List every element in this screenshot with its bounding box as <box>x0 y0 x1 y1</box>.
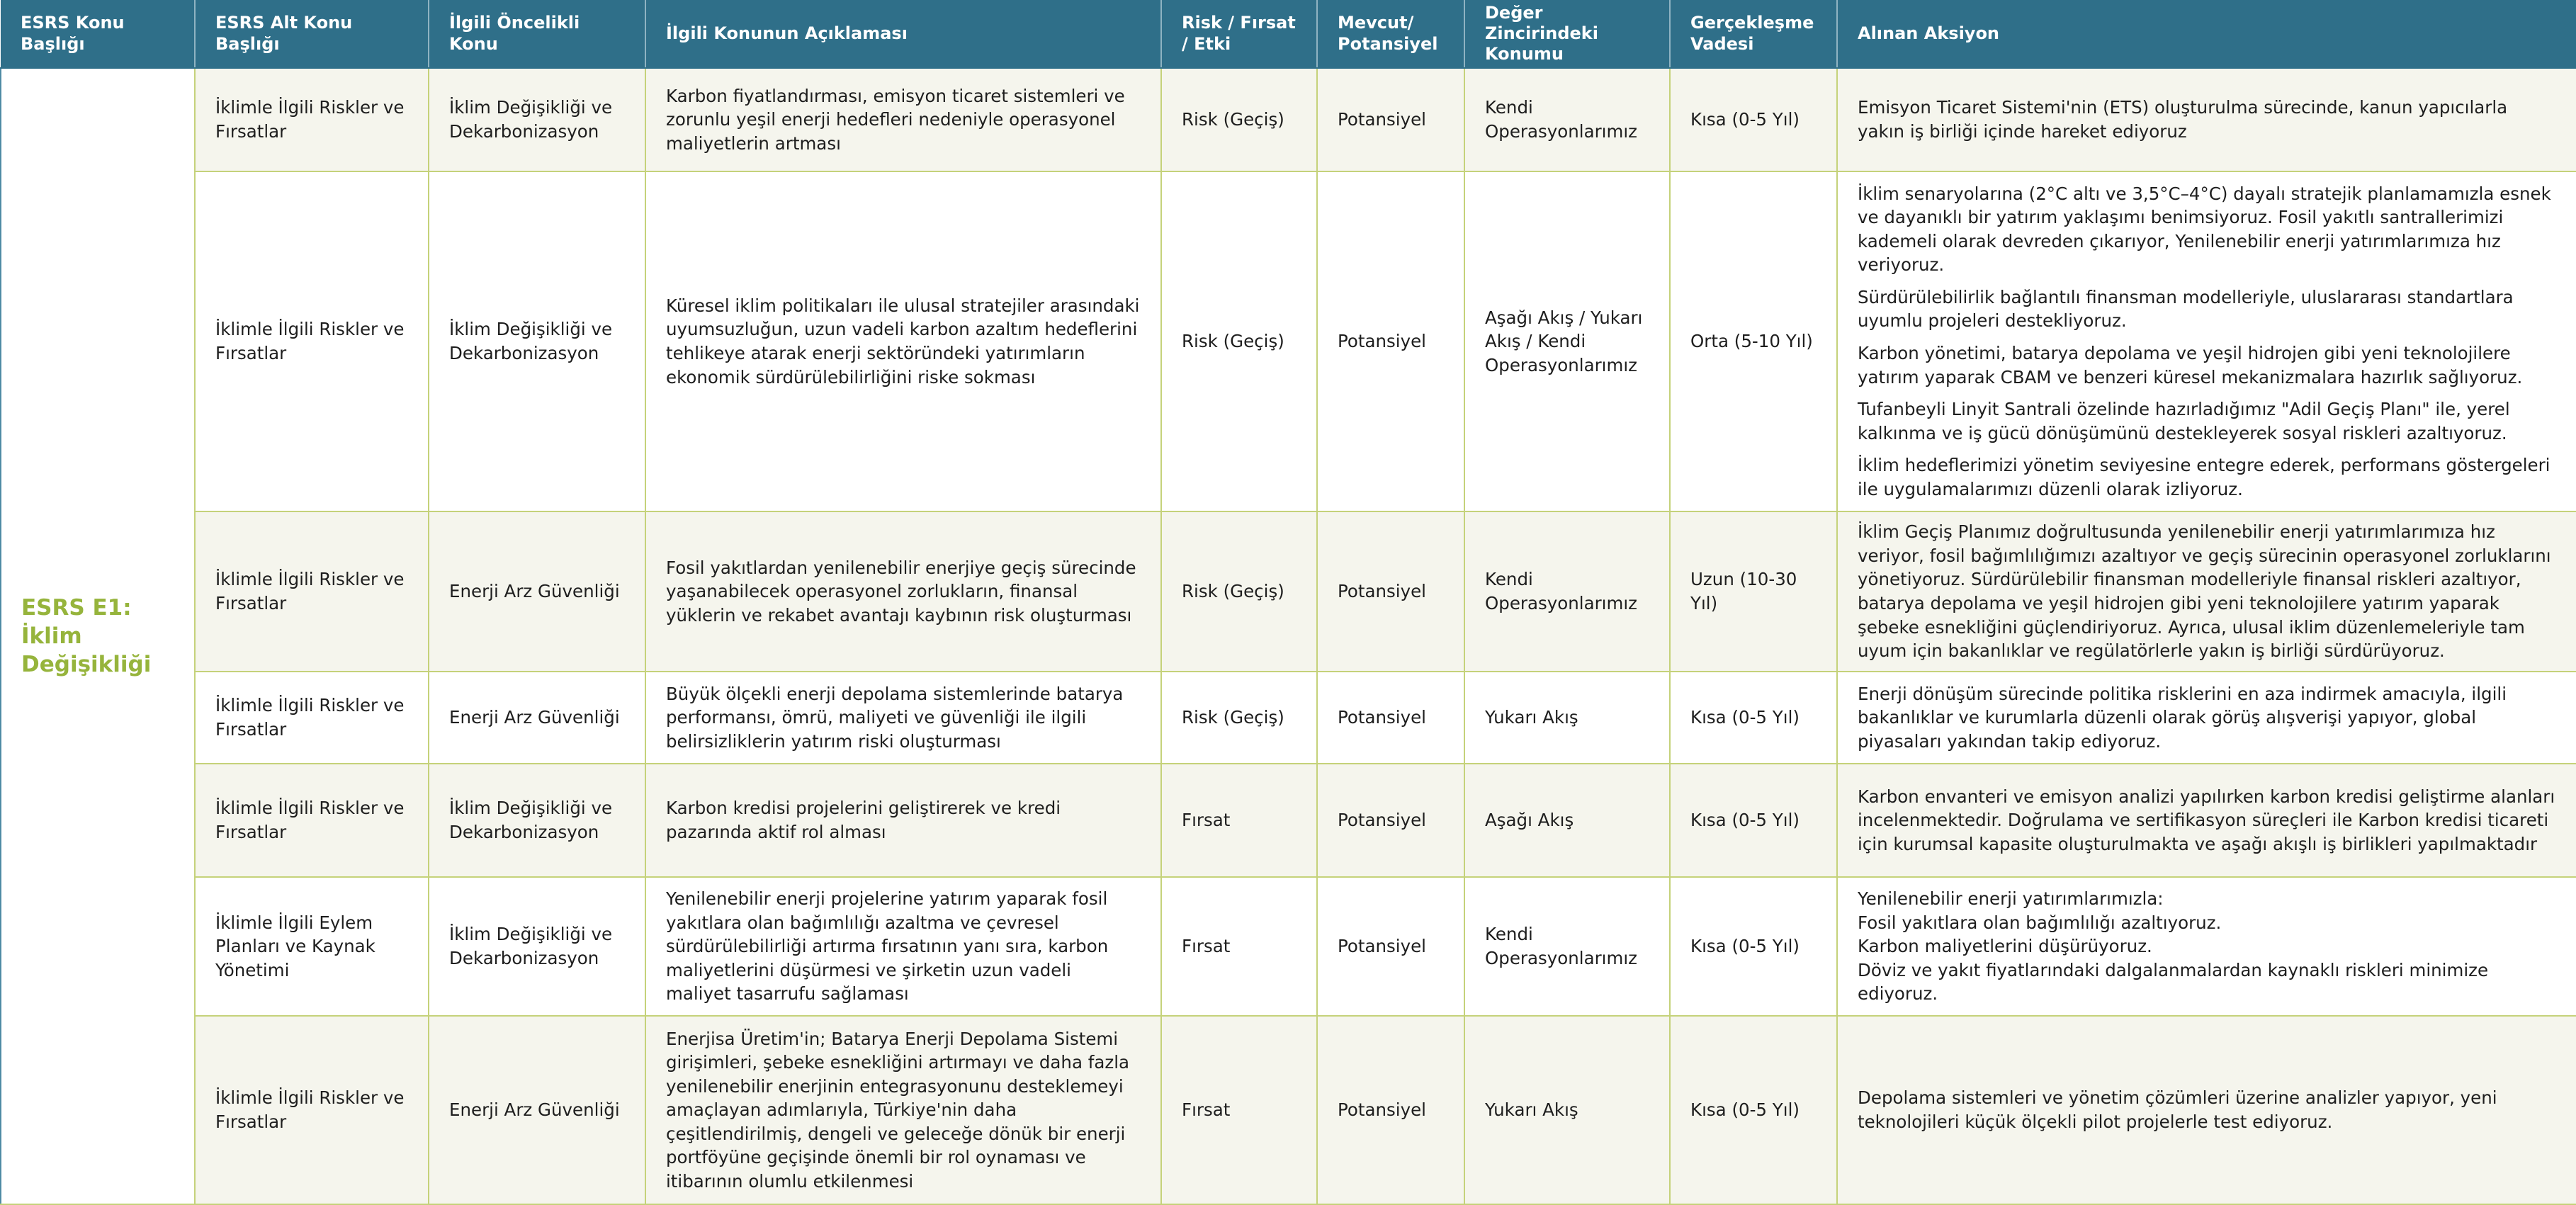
priority-cell: İklim Değişikliği ve Dekarbonizasyon <box>429 68 645 171</box>
action-text: İklim Geçiş Planımız doğrultusunda yenilenebilir enerji yatırımlarımıza hız veriyor, fosil bağımlılığımızı azaltıyor ve geçiş sürecinin operasyonel zorluklarını yönetiyoruz. Sürdürülebilir finansman modelleriyle finansal riskleri azaltıyor, batarya depolama ve yeşil hidrojen gibi yeni teknolojilere yatırım yaparak şebeke esnekliğini güçlendiriyoruz. Ayrıca, ulusal iklim düzenlemeleriyle tam uyum için bakanlıklar ve regülatörlerle yakın iş birliği sürdürüyoruz. <box>1858 521 2551 662</box>
status-cell: Potansiyel <box>1317 764 1464 877</box>
subtopic-cell: İklimle İlgili Riskler ve Fırsatlar <box>195 1016 429 1204</box>
status-cell: Potansiyel <box>1317 68 1464 171</box>
header-action: Alınan Aksiyon <box>1837 0 2576 68</box>
header-type: Risk / Fırsat / Etki <box>1161 0 1317 68</box>
term-cell: Orta (5-10 Yıl) <box>1670 171 1837 511</box>
action-cell <box>1837 171 2576 511</box>
header-priority: İlgili Öncelikli Konu <box>429 0 645 68</box>
term-cell: Kısa (0-5 Yıl) <box>1670 877 1837 1016</box>
subtopic-cell: İklimle İlgili Riskler ve Fırsatlar <box>195 68 429 171</box>
position-cell: Kendi Operasyonlarımız <box>1464 68 1670 171</box>
description-cell: Fosil yakıtlardan yenilenebilir enerjiye geçiş sürecinde yaşanabilecek operasyonel zorlukların, finansal yüklerin ve rekabet avantajı kaybının risk oluşturması <box>645 511 1161 672</box>
action-text: Karbon yönetimi, batarya depolama ve yeşil hidrojen gibi yeni teknolojilere yatırım yaparak CBAM ve benzeri küresel mekanizmalara hazırlık sağlıyoruz. <box>1858 343 2523 387</box>
type-cell: Risk (Geçiş) <box>1161 511 1317 672</box>
table-row <box>1 1016 2576 1204</box>
type-cell: Risk (Geçiş) <box>1161 672 1317 764</box>
table-row <box>1 171 2576 511</box>
action-cell <box>1837 764 2576 877</box>
action-cell <box>1837 1016 2576 1204</box>
position-cell: Yukarı Akış <box>1464 672 1670 764</box>
action-cell <box>1837 672 2576 764</box>
action-text: Emisyon Ticaret Sistemi'nin (ETS) oluşturulma sürecinde, kanun yapıcılarla yakın iş birliği içinde hareket ediyoruz <box>1858 97 2508 142</box>
action-text: Tufanbeyli Linyit Santrali özelinde hazırladığımız "Adil Geçiş Planı" ile, yerel kalkınma ve iş gücü dönüşümünü destekleyerek sosyal riskleri azaltıyoruz. <box>1858 399 2510 443</box>
action-text: Depolama sistemleri ve yönetim çözümleri üzerine analizler yapıyor, yeni teknolojileri küçük ölçekli pilot projelerle test ediyoruz. <box>1858 1087 2497 1132</box>
priority-cell: İklim Değişikliği ve Dekarbonizasyon <box>429 764 645 877</box>
type-cell: Risk (Geçiş) <box>1161 68 1317 171</box>
header-topic: ESRS Konu Başlığı <box>1 0 195 68</box>
action-text: İklim hedeflerimizi yönetim seviyesine entegre ederek, performans göstergeleri ile uygulamalarımızı düzenli olarak izliyoruz. <box>1858 455 2550 499</box>
action-text: Karbon envanteri ve emisyon analizi yapılırken karbon kredisi geliştirme alanları incelenmektedir. Doğrulama ve sertifikasyon süreçleri ile Karbon kredisi ticareti için kurumsal kapasite oluşturulmakta ve aşağı akışlı iş birlikleri yapılmaktadır <box>1858 786 2555 854</box>
description-cell: Enerjisa Üretim'in; Batarya Enerji Depolama Sistemi girişimleri, şebeke esnekliğini artırmayı ve daha fazla yenilenebilir enerjinin entegrasyonunu desteklemeyi amaçlayan adımlarıyla, Türkiye'nin daha çeşitlendirilmiş, dengeli ve geleceğe dönük bir enerji portföyüne geçişinde önemli bir rol oynaması ve itibarının olumlu etkilenmesi <box>645 1016 1161 1204</box>
type-cell: Fırsat <box>1161 764 1317 877</box>
term-cell: Kısa (0-5 Yıl) <box>1670 672 1837 764</box>
action-text: İklim senaryolarına (2°C altı ve 3,5°C–4°C) dayalı stratejik planlamamızla esnek ve dayanıklı bir yatırım yaklaşımı benimsiyoruz. Fosil yakıtlı santrallerimizi kademeli olarak devreden çıkarıyor, Yenilenebilir enerji yatırımlarımıza hız veriyoruz. <box>1858 183 2551 276</box>
action-text: Enerji dönüşüm sürecinde politika risklerini en aza indirmek amacıyla, ilgili bakanlıklar ve kurumlarla düzenli olarak görüş alışverişi yapıyor, global piyasaları yakından takip ediyoruz. <box>1858 683 2507 752</box>
subtopic-cell: İklimle İlgili Eylem Planları ve Kaynak Yönetimi <box>195 877 429 1016</box>
description-cell: Yenilenebilir enerji projelerine yatırım yaparak fosil yakıtlara olan bağımlılığı azaltma ve çevresel sürdürülebilirliği artırma fırsatının yanı sıra, karbon maliyetlerini düşürmesi ve şirketin uzun vadeli maliyet tasarrufu sağlaması <box>645 877 1161 1016</box>
table-row <box>1 68 2576 171</box>
table-row <box>1 511 2576 672</box>
action-line: Döviz ve yakıt fiyatlarındaki dalgalanmalardan kaynaklı riskleri minimize ediyoruz. <box>1858 959 2489 1005</box>
position-cell: Aşağı Akış <box>1464 764 1670 877</box>
table-row <box>1 764 2576 877</box>
position-cell: Yukarı Akış <box>1464 1016 1670 1204</box>
action-cell <box>1837 877 2576 1016</box>
action-line: Fosil yakıtlara olan bağımlılığı azaltıyoruz. <box>1858 912 2222 933</box>
priority-cell: Enerji Arz Güvenliği <box>429 511 645 672</box>
priority-cell: Enerji Arz Güvenliği <box>429 1016 645 1204</box>
term-cell: Kısa (0-5 Yıl) <box>1670 764 1837 877</box>
term-cell: Kısa (0-5 Yıl) <box>1670 1016 1837 1204</box>
action-line: Karbon maliyetlerini düşürüyoruz. <box>1858 936 2152 957</box>
position-cell: Kendi Operasyonlarımız <box>1464 511 1670 672</box>
action-line: Yenilenebilir enerji yatırımlarımızla: <box>1858 888 2164 910</box>
table-row <box>1 672 2576 764</box>
table-row <box>1 877 2576 1016</box>
type-cell: Risk (Geçiş) <box>1161 171 1317 511</box>
priority-cell: İklim Değişikliği ve Dekarbonizasyon <box>429 171 645 511</box>
type-cell: Fırsat <box>1161 1016 1317 1204</box>
header-status: Mevcut/ Potansiyel <box>1317 0 1464 68</box>
priority-cell: İklim Değişikliği ve Dekarbonizasyon <box>429 877 645 1016</box>
header-description: İlgili Konunun Açıklaması <box>645 0 1161 68</box>
position-cell: Aşağı Akış / Yukarı Akış / Kendi Operasyonlarımız <box>1464 171 1670 511</box>
action-cell <box>1837 511 2576 672</box>
status-cell: Potansiyel <box>1317 511 1464 672</box>
description-cell: Büyük ölçekli enerji depolama sistemlerinde batarya performansı, ömrü, maliyeti ve güvenliği ile ilgili belirsizliklerin yatırım riski oluşturması <box>645 672 1161 764</box>
header-row <box>1 0 2576 68</box>
subtopic-cell: İklimle İlgili Riskler ve Fırsatlar <box>195 764 429 877</box>
term-cell: Kısa (0-5 Yıl) <box>1670 68 1837 171</box>
status-cell: Potansiyel <box>1317 171 1464 511</box>
action-text: Sürdürülebilirlik bağlantılı finansman modelleriyle, uluslararası standartlara uyumlu projeleri destekliyoruz. <box>1858 286 2514 332</box>
action-cell <box>1837 68 2576 171</box>
subtopic-cell: İklimle İlgili Riskler ve Fırsatlar <box>195 511 429 672</box>
priority-cell: Enerji Arz Güvenliği <box>429 672 645 764</box>
header-subtopic: ESRS Alt Konu Başlığı <box>195 0 429 68</box>
status-cell: Potansiyel <box>1317 672 1464 764</box>
description-cell: Küresel iklim politikaları ile ulusal stratejiler arasındaki uyumsuzluğun, uzun vadeli karbon azaltım hedeflerini tehlikeye atarak enerji sektöründeki yatırımların ekonomik sürdürülebilirliğini riske sokması <box>645 171 1161 511</box>
subtopic-cell: İklimle İlgili Riskler ve Fırsatlar <box>195 672 429 764</box>
status-cell: Potansiyel <box>1317 877 1464 1016</box>
header-position: Değer Zincirindeki Konumu <box>1464 0 1670 68</box>
description-cell: Karbon fiyatlandırması, emisyon ticaret sistemleri ve zorunlu yeşil enerji hedefleri nedeniyle operasyonel maliyetlerin artması <box>645 68 1161 171</box>
subtopic-cell: İklimle İlgili Riskler ve Fırsatlar <box>195 171 429 511</box>
topic-cell: ESRS E1: İklim Değişikliği <box>1 68 195 1204</box>
term-cell: Uzun (10-30 Yıl) <box>1670 511 1837 672</box>
header-term: Gerçekleşme Vadesi <box>1670 0 1837 68</box>
status-cell: Potansiyel <box>1317 1016 1464 1204</box>
type-cell: Fırsat <box>1161 877 1317 1016</box>
description-cell: Karbon kredisi projelerini geliştirerek ve kredi pazarında aktif rol alması <box>645 764 1161 877</box>
position-cell: Kendi Operasyonlarımız <box>1464 877 1670 1016</box>
